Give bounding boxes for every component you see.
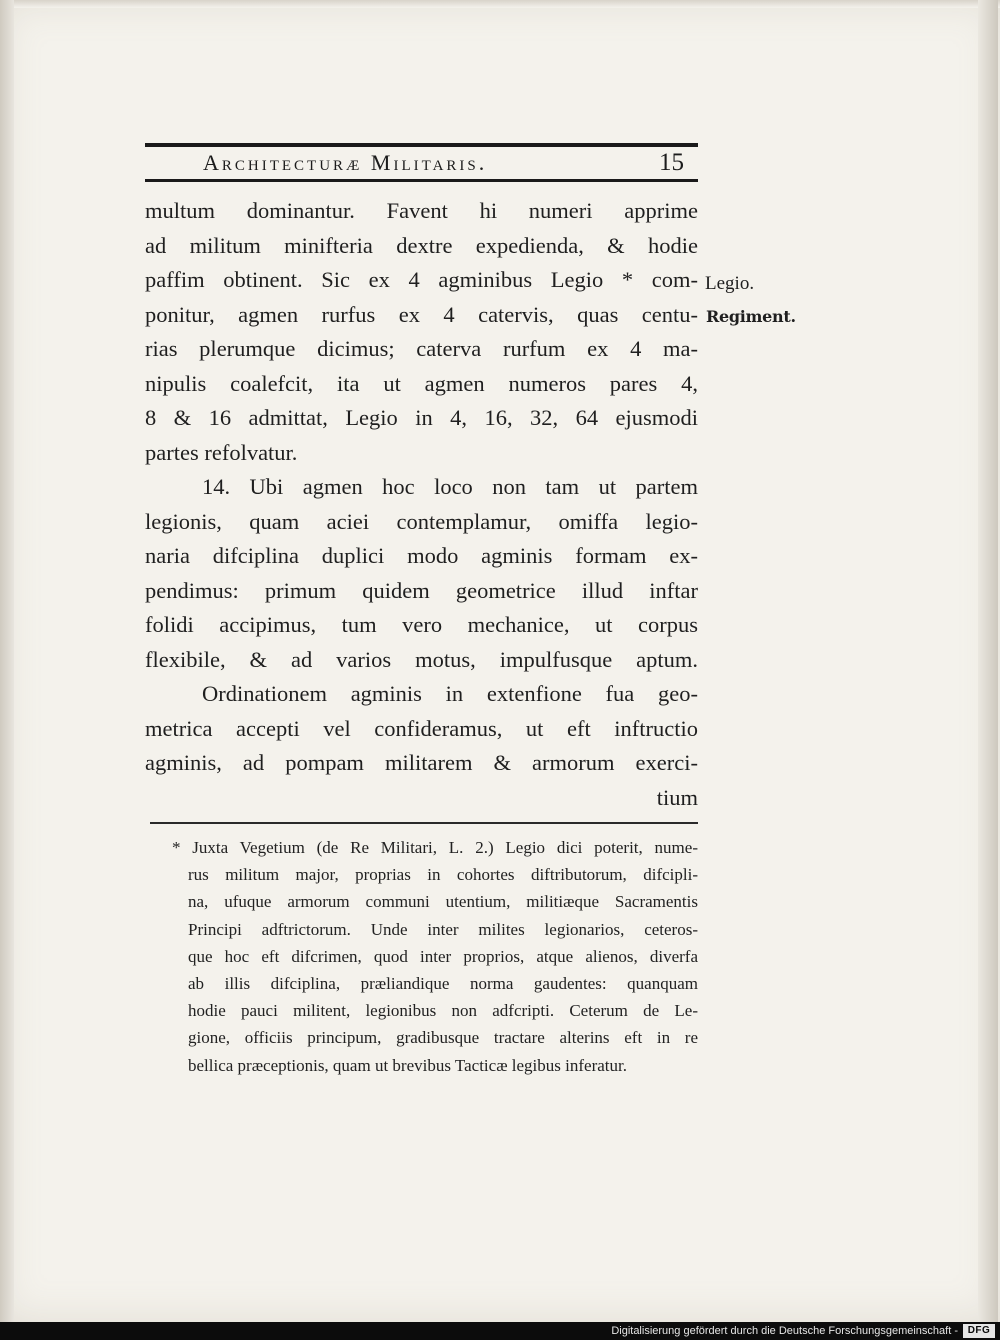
digitization-credit: Digitalisierung gefördert durch die Deutsche Forschungsgemeinschaft - — [611, 1325, 958, 1337]
page-number: 15 — [659, 149, 684, 176]
page-left-edge — [0, 0, 14, 1322]
margin-note-regiment: Regiment. — [706, 307, 796, 326]
page-top-edge — [0, 0, 1000, 8]
page-right-edge — [978, 0, 998, 1322]
body-line: multum dominantur. Favent hi numeri apprime — [145, 198, 698, 223]
footnote-rule — [150, 822, 698, 824]
body-line: metrica accepti vel confideramus, ut eft inftructio — [145, 715, 698, 741]
running-head — [145, 148, 698, 178]
footnote-line: Principi adftrictorum. Unde inter milites legionarios, ceteros- — [188, 919, 698, 939]
footnote-line: bellica præceptionis, quam ut brevibus Tacticæ legibus inferatur. — [188, 1055, 627, 1075]
body-line: rias plerumque dicimus; caterva rurfum ex 4 ma- — [145, 336, 698, 361]
header-top-rule — [145, 143, 698, 147]
footnote-line: * Juxta Vegetium (de Re Militari, L. 2.) Legio dici poterit, nume- — [172, 838, 698, 857]
margin-note-legio: Legio. — [705, 273, 755, 294]
body-line: pendimus: primum quidem geometrice illud inftar — [145, 577, 698, 603]
body-line: ad militum minifteria dextre expedienda, & hodie — [145, 232, 698, 258]
dfg-logo: DFG — [963, 1324, 995, 1338]
running-title: Architecturæ Militaris. — [203, 150, 488, 175]
body-line: partes refolvatur. — [145, 439, 298, 465]
body-line: 14. Ubi agmen hoc loco non tam ut partem — [202, 474, 698, 499]
body-line: nipulis coalefcit, ita ut agmen numeros pares 4, — [145, 370, 698, 396]
body-line: paffim obtinent. Sic ex 4 agminibus Legio * com- — [145, 267, 698, 292]
body-text — [145, 194, 698, 815]
body-line: legionis, quam aciei contemplamur, omiffa legio- — [145, 508, 698, 534]
header-bottom-rule — [145, 179, 698, 182]
body-line: folidi accipimus, tum vero mechanice, ut corpus — [145, 612, 698, 637]
footnote-line: rus militum major, proprias in cohortes diftributorum, difcipli- — [188, 865, 698, 885]
body-line: ponitur, agmen rurfus ex 4 catervis, quas centu- — [145, 301, 698, 327]
footnote — [172, 834, 698, 1079]
body-line: flexibile, & ad varios motus, impulfusque aptum. — [145, 646, 698, 672]
footnote-line: na, ufuque armorum communi utentium, militiæque Sacramentis — [188, 892, 698, 912]
body-line: Ordinationem agminis in extenfione fua geo- — [202, 681, 698, 706]
catchword: tium — [656, 784, 698, 810]
footnote-line: ab illis difciplina, præliandique norma gaudentes: quanquam — [188, 973, 698, 993]
footnote-line: hodie pauci militent, legionibus non adfcripti. Ceterum de Le- — [188, 1001, 698, 1021]
body-line: naria difciplina duplici modo agminis formam ex- — [145, 543, 698, 568]
footnote-line: que hoc eft difcrimen, quod inter proprios, atque alienos, diverfa — [188, 946, 698, 966]
body-line: agminis, ad pompam militarem & armorum exerci- — [145, 750, 698, 775]
footnote-line: gione, officiis principum, gradibusque tractare alterins eft in re — [188, 1028, 698, 1048]
body-line: 8 & 16 admittat, Legio in 4, 16, 32, 64 ejusmodi — [145, 405, 698, 430]
